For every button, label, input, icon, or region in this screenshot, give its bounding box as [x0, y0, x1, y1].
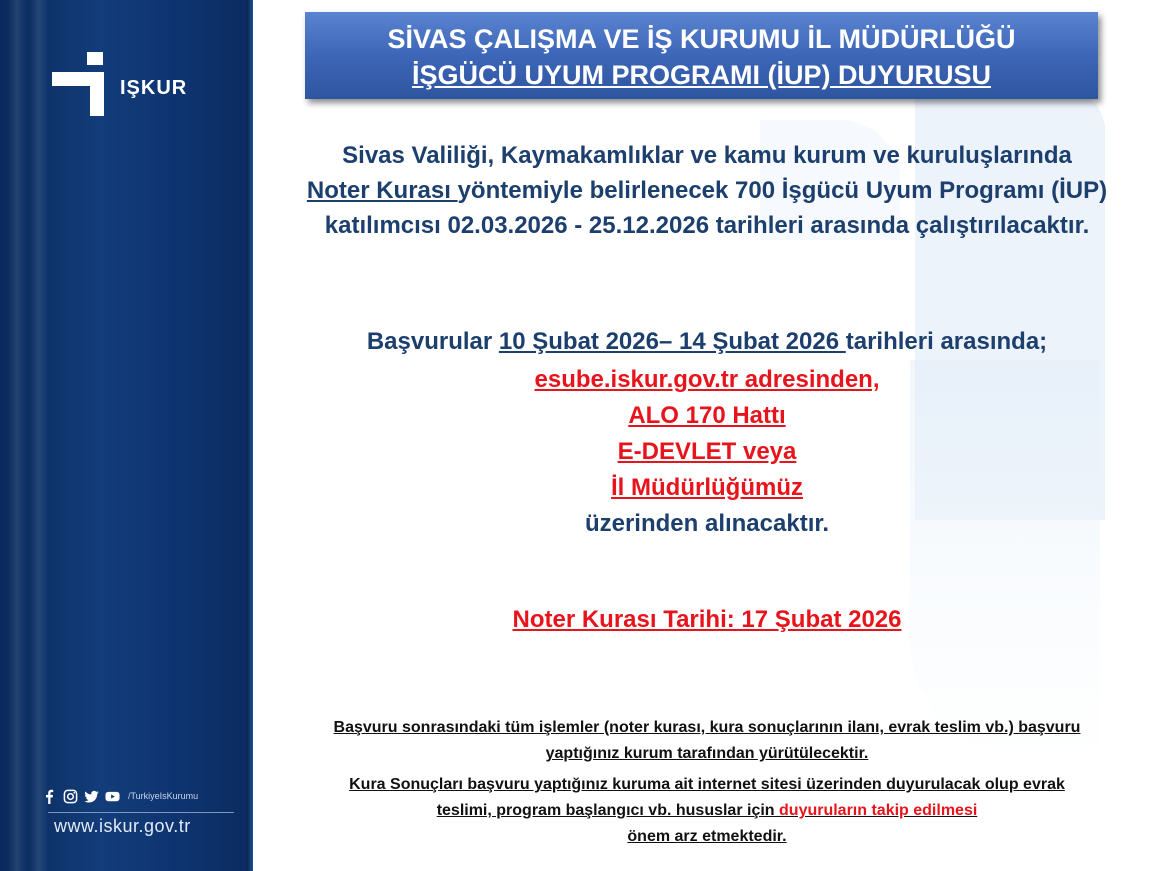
channel-e-devlet: E-DEVLET veya	[617, 438, 797, 465]
application-prefix: Başvurular	[366, 328, 499, 355]
footer-line-4-prefix: teslimi, program başlangıcı vb. hususlar için	[436, 802, 780, 819]
website-link[interactable]: www.iskur.gov.tr	[54, 816, 191, 836]
footer-line-1: Başvuru sonrasındaki tüm işlemler (noter kurası, kura sonuçlarının ilanı, evrak teslim vb.) başvuru	[333, 719, 1081, 736]
application-closing: üzerinden alınacaktır.	[584, 510, 830, 537]
social-links	[42, 786, 198, 806]
facebook-icon[interactable]	[42, 789, 57, 804]
footer-line-3: Kura Sonuçları başvuru yaptığınız kuruma ait internet sitesi üzerinden duyurulacak olup evrak	[349, 776, 1065, 793]
footer-line-4-highlight: duyuruların takip edilmesi	[779, 802, 978, 819]
channel-alo-170: ALO 170 Hattı	[628, 402, 786, 429]
twitter-icon[interactable]	[84, 789, 99, 804]
title-line-2: İŞGÜCÜ UYUM PROGRAMI (İUP) DUYURUSU	[411, 60, 991, 90]
application-dates-line	[253, 328, 1161, 356]
application-dates: 10 Şubat 2026– 14 Şubat 2026	[498, 328, 846, 355]
draw-date: Noter Kurası Tarihi: 17 Şubat 2026	[512, 606, 902, 633]
channel-esube[interactable]: esube.iskur.gov.tr adresinden,	[534, 366, 880, 393]
sidebar	[0, 0, 253, 871]
title-banner	[305, 12, 1098, 99]
noter-kurasi-term: Noter Kurası	[306, 177, 458, 204]
instagram-icon[interactable]	[63, 789, 78, 804]
intro-line-3: katılımcısı 02.03.2026 - 25.12.2026 tarihleri arasında çalıştırılacaktır.	[324, 212, 1090, 239]
footer-line-4	[253, 802, 1161, 820]
sidebar-stripe	[8, 0, 26, 871]
divider	[48, 812, 234, 813]
intro-line-1: Sivas Valiliği, Kaymakamlıklar ve kamu kurum ve kuruluşlarında	[342, 142, 1072, 169]
title-line-1: SİVAS ÇALIŞMA VE İŞ KURUMU İL MÜDÜRLÜĞÜ	[387, 24, 1016, 54]
footer-line-5: önem arz etmektedir.	[627, 828, 787, 845]
social-handle: /TurkiyeIsKurumu	[128, 791, 199, 801]
application-suffix: tarihleri arasında;	[845, 328, 1048, 355]
youtube-icon[interactable]	[105, 789, 120, 804]
channel-il-mudurlugu: İl Müdürlüğümüz	[611, 474, 803, 501]
logo-text: IŞKUR	[120, 77, 188, 99]
intro-line-2	[253, 177, 1161, 205]
sidebar-edge	[247, 0, 253, 871]
footer-line-2: yaptığınız kurum tarafından yürütülecektir.	[545, 745, 869, 762]
intro-line-2-rest: yöntemiyle belirlenecek 700 İşgücü Uyum Programı (İUP)	[457, 177, 1108, 204]
sidebar-stripe	[30, 0, 48, 871]
